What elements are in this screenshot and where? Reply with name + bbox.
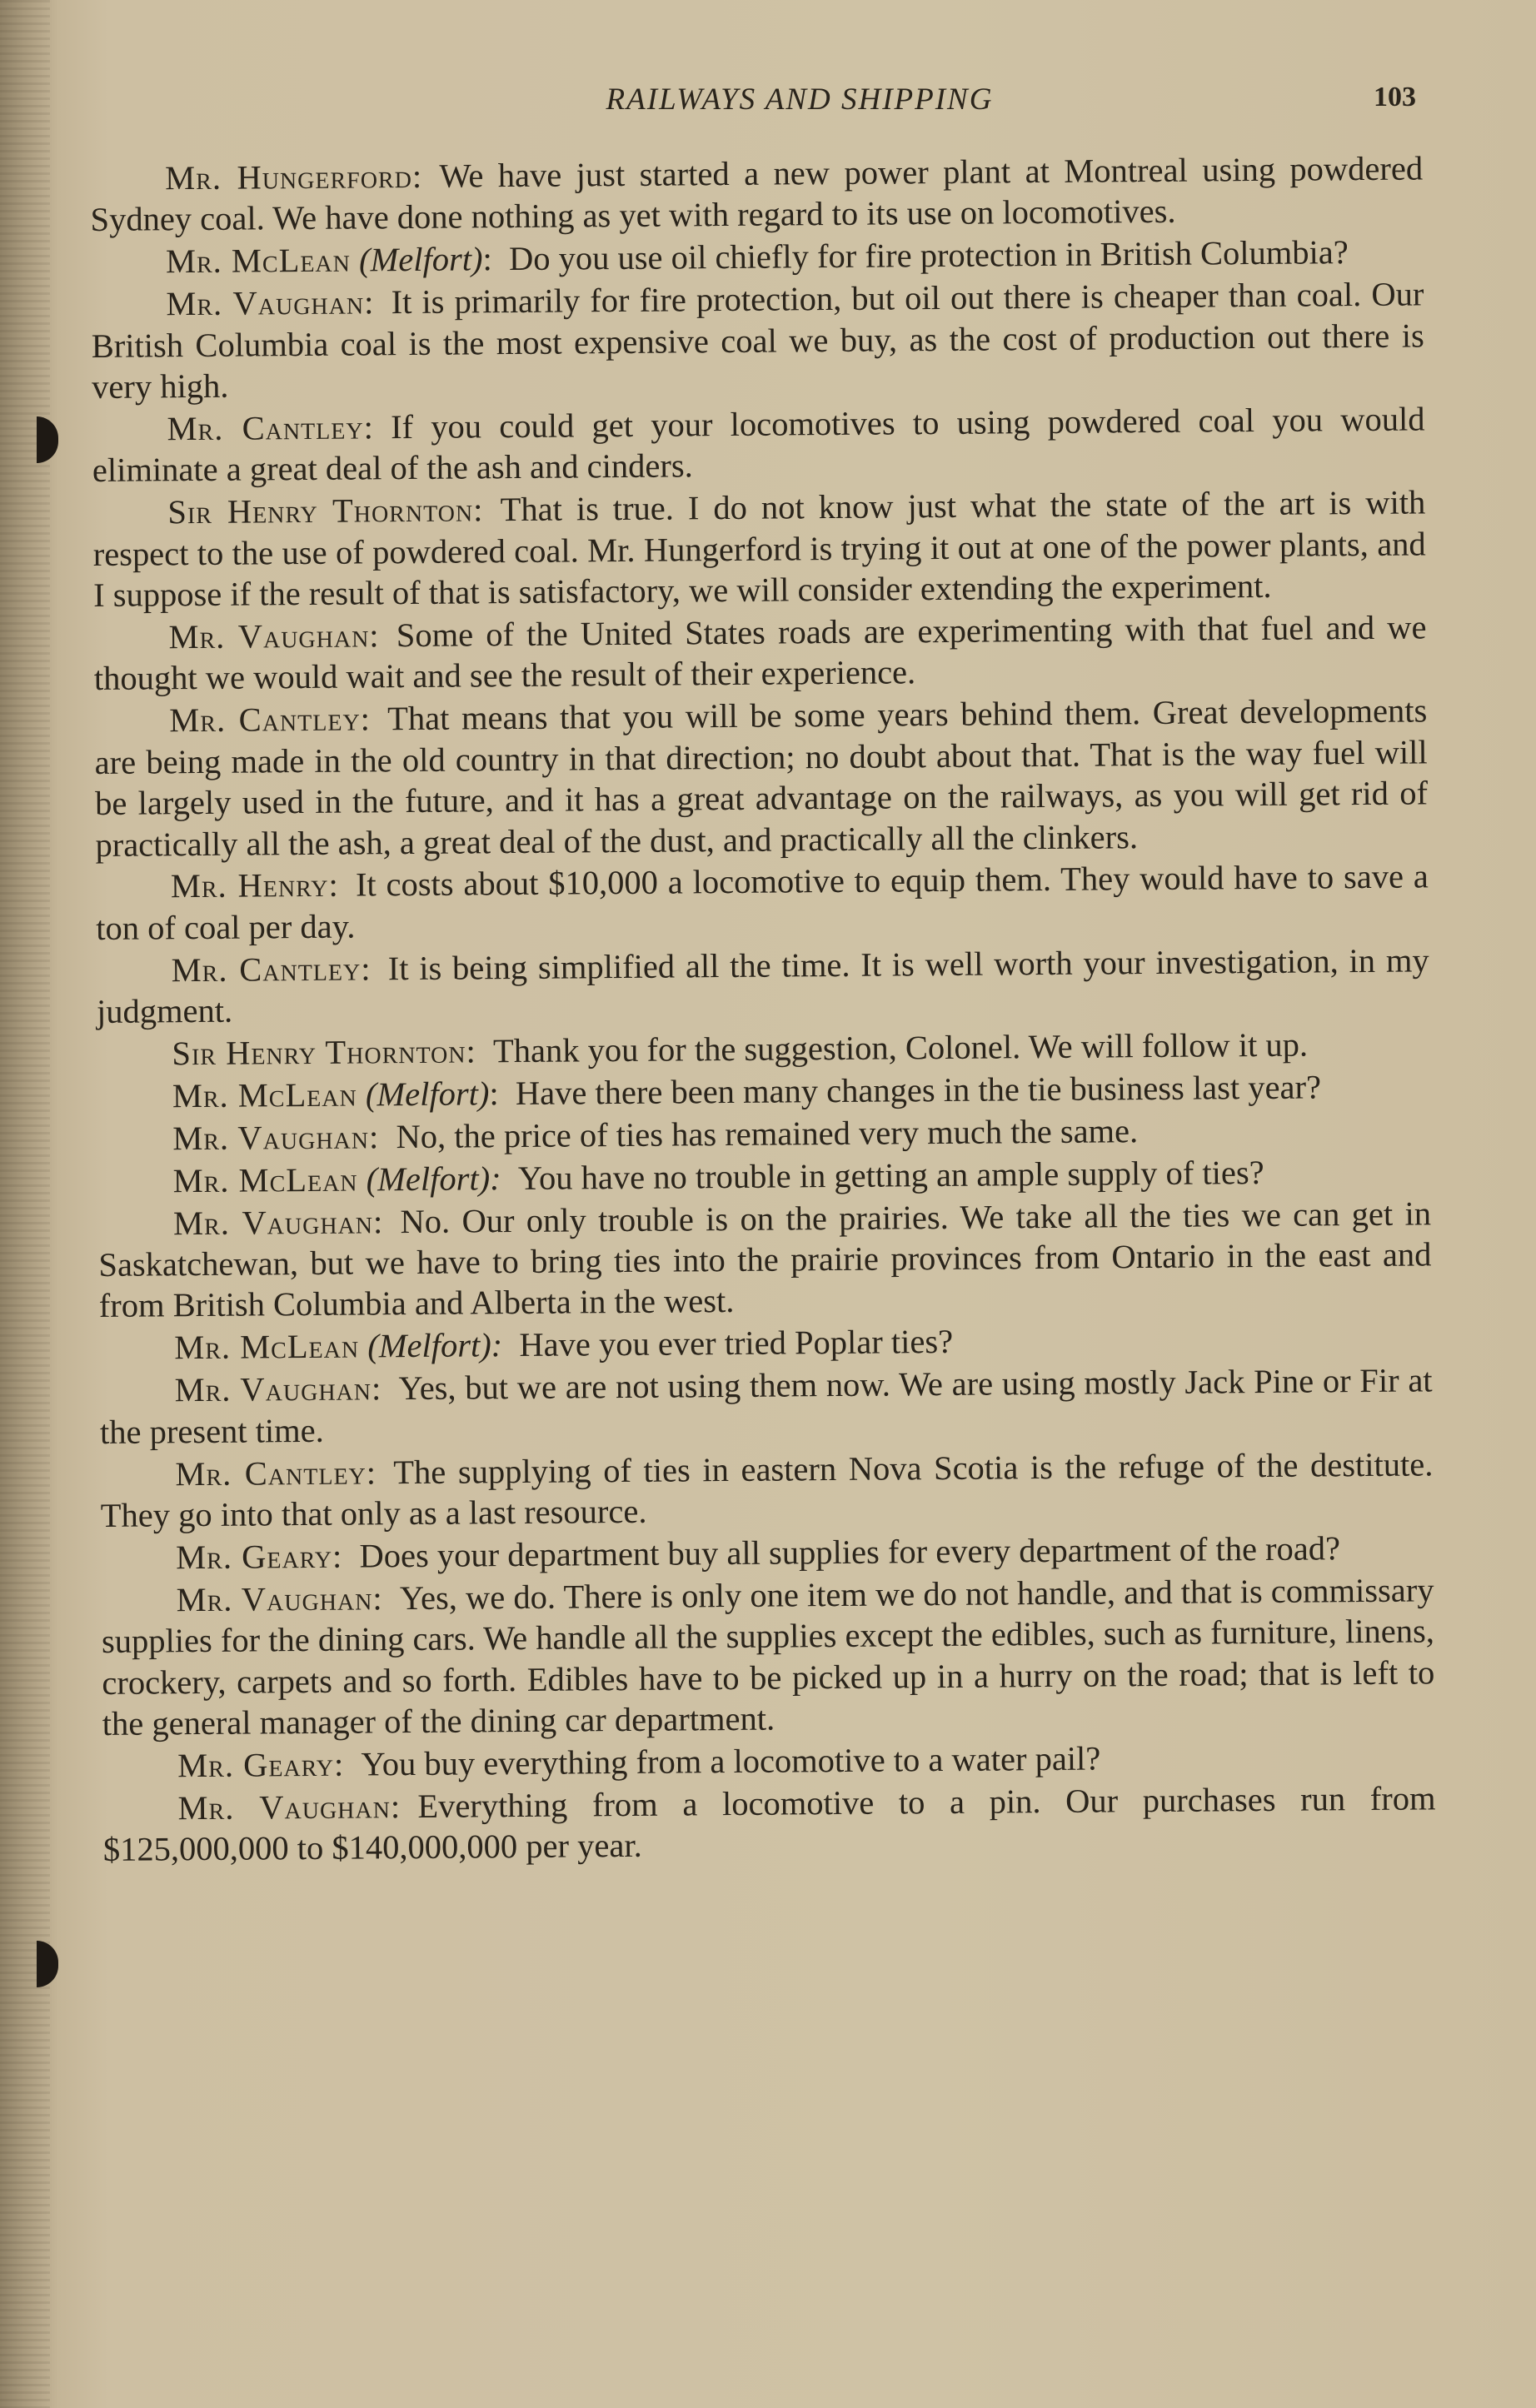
speaker-riding: (Melfort): — [366, 1159, 501, 1199]
speaker-name: Mr. Vaughan: — [172, 1202, 384, 1242]
speech-text: It is being simplified all the time. It is well worth your investigation, in my judgment. — [96, 941, 1429, 1031]
speech-text: No. Our only trouble is on the prairies. We take all the ties we can get in Saskatchewan, but we have to bring ties into the prairie provinces from Ontario in the east and from British Columbia and Alberta in the west. — [98, 1194, 1432, 1325]
transcript-paragraph — [101, 1569, 1435, 1744]
transcript-paragraph — [93, 606, 1427, 699]
speech-text: Have there been many changes in the tie business last year? — [515, 1068, 1322, 1112]
speaker-name: Mr. Cantley: — [169, 700, 372, 740]
running-title: RAILWAYS AND SHIPPING — [606, 82, 994, 117]
speaker-name: Mr. Vaughan: — [172, 1118, 380, 1158]
speaker-name: Mr. Vaughan: — [174, 1369, 382, 1409]
transcript-paragraph — [91, 274, 1424, 408]
transcript-body — [90, 147, 1436, 1872]
transcript-paragraph — [92, 482, 1426, 616]
speech-text: Thank you for the suggestion, Colonel. We will follow it up. — [492, 1025, 1309, 1070]
speaker-name: Sir Henry Thornton: — [172, 1032, 476, 1073]
speaker-name: Mr. Geary: — [176, 1537, 343, 1577]
speech-text: No, the price of ties has remained very much the same. — [396, 1111, 1139, 1155]
speaker-name: Mr. Vaughan: — [176, 1579, 383, 1619]
speech-text: You buy everything from a locomotive to a water pail? — [361, 1739, 1101, 1783]
speech-text: If you could get your locomotives to using powdered coal you would eliminate a great deal of the ash and cinders. — [92, 400, 1425, 490]
speaker-name: Sir Henry Thornton: — [167, 491, 484, 531]
speaker-name: Mr. Vaughan: — [168, 616, 380, 656]
speaker-name: Mr. Cantley: — [171, 950, 372, 989]
binding-hole — [37, 1941, 58, 1987]
transcript-paragraph — [96, 856, 1429, 949]
speaker-riding: (Melfort): — [367, 1326, 503, 1365]
transcript-paragraph — [92, 398, 1425, 491]
speaker-name: Mr. Henry: — [170, 866, 339, 905]
speaker-suffix: : — [489, 1074, 499, 1113]
speaker-riding: (Melfort) — [365, 1074, 490, 1114]
transcript-paragraph — [102, 1777, 1436, 1870]
page-number: 103 — [1374, 82, 1416, 112]
transcript-paragraph — [99, 1360, 1433, 1453]
speech-text: Have you ever tried Poplar ties? — [519, 1323, 954, 1364]
transcript-paragraph — [94, 690, 1429, 865]
speech-text: That is true. I do not know just what the state of the art is with respect to the use of powdered coal. Mr. Hungerford is trying it out at one of the power plants, and I suppose if the result of that is satisfactory, we will consider extending the experiment. — [92, 483, 1426, 615]
speech-text: Do you use oil chiefly for fire protection in British Columbia? — [508, 233, 1349, 278]
binding-hole — [37, 416, 58, 463]
speech-text: It is primarily for fire protection, but oil out there is cheaper than coal. Our British Columbia coal is the most expensive coal we buy, as the cost of production out there is very high. — [91, 275, 1424, 406]
speaker-name: Mr. McLean — [172, 1160, 358, 1200]
speech-text: It costs about $10,000 a locomotive to equip them. They would have to save a ton of coal per day. — [96, 857, 1429, 947]
speaker-name: Mr. McLean — [172, 1075, 357, 1115]
transcript-paragraph — [100, 1443, 1434, 1536]
speaker-name: Mr. McLean — [174, 1327, 360, 1367]
speaker-name: Mr. Geary: — [177, 1745, 345, 1785]
speaker-name: Mr. Cantley: — [167, 408, 375, 448]
speaker-name: Mr. Hungerford: — [165, 157, 423, 197]
speech-text: You have no trouble in getting an ample supply of ties? — [517, 1153, 1264, 1197]
speech-text: The supplying of ties in eastern Nova Scotia is the refuge of the destitute. They go into that only as a last resource. — [100, 1444, 1434, 1534]
speech-text: That means that you will be some years behind them. Great developments are being made in the old country in that direction; no doubt about that. That is the way fuel will be largely used in the future, and it has a great advantage on the railways, as you will get rid of practically all the ash, a great deal of the dust, and practically all the clinkers. — [94, 691, 1429, 864]
speech-text: Yes, we do. There is only one item we do not handle, and that is commissary supplies for the dining cars. We handle all the supplies except the edibles, such as furniture, linens, crockery, carpets and so forth. Edibles have to be picked up in a hurry on the road; that is left to the general manager of the dining car department. — [101, 1571, 1435, 1742]
speaker-suffix: : — [482, 240, 492, 278]
speaker-name: Mr. Cantley: — [175, 1453, 377, 1493]
speech-text: Yes, but we are not using them now. We are using mostly Jack Pine or Fir at the present time. — [99, 1361, 1433, 1451]
speaker-name: Mr. Vaughan: — [177, 1787, 401, 1827]
speech-text: We have just started a new power plant at Montreal using powdered Sydney coal. We have done nothing as yet with regard to its use on locomotives. — [90, 149, 1424, 239]
speech-text: Does your department buy all supplies for every department of the road? — [359, 1529, 1341, 1575]
speaker-riding: (Melfort) — [358, 240, 483, 279]
transcript-paragraph — [96, 940, 1429, 1032]
binding-edge — [0, 0, 50, 2408]
speaker-name: Mr. Vaughan: — [166, 283, 375, 323]
speech-text: Some of the United States roads are experimenting with that fuel and we thought we would wait and see the result of their experience. — [93, 608, 1427, 698]
transcript-paragraph — [98, 1193, 1432, 1327]
speech-text: Everything from a locomotive to a pin. Our purchases run from $125,000,000 to $140,000,000 per year. — [102, 1779, 1436, 1869]
speaker-name: Mr. McLean — [165, 241, 352, 281]
transcript-paragraph — [90, 147, 1424, 240]
running-head — [92, 82, 1416, 132]
